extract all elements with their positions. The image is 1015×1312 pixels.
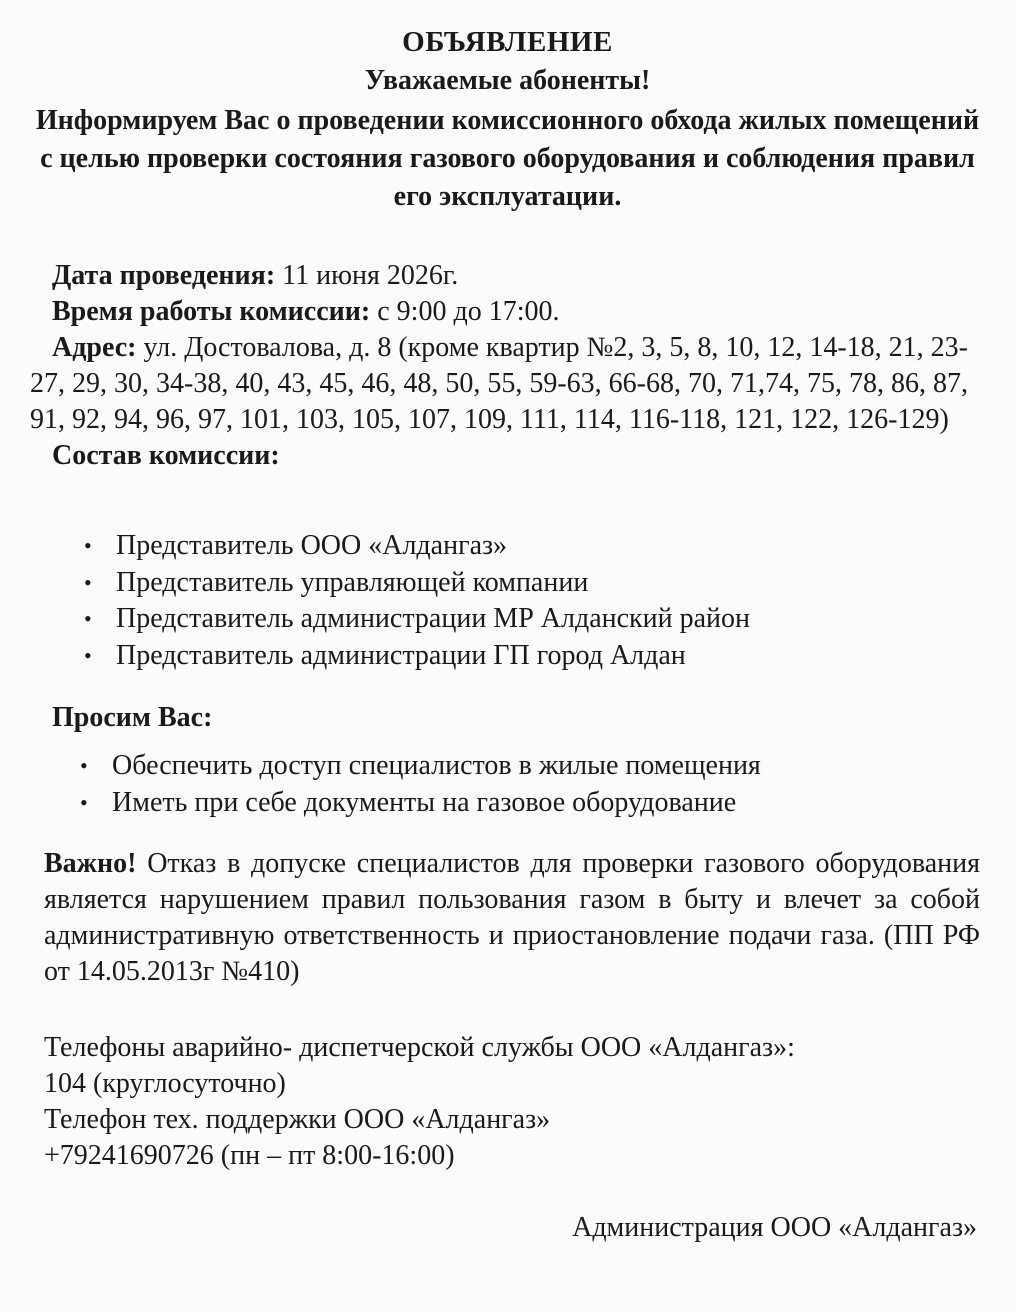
address-label: Адрес: [52, 332, 137, 363]
bullet-icon: • [80, 789, 88, 815]
notice-title: ОБЪЯВЛЕНИЕ [402, 26, 613, 58]
bullet-icon: • [80, 753, 88, 778]
bullet-icon: • [84, 606, 92, 631]
list-item: • Представитель администрации ГП город Алдан [30, 638, 990, 675]
request-heading: Просим Вас: [52, 702, 213, 733]
emergency-line [44, 1066, 795, 1102]
request-list-block [26, 748, 986, 821]
address-value: ул. Достовалова, д. 8 (кроме квартир №2, 3, 5, 8, 10, 12, 14-18, 21, 23-27, 29, 30, 34-38, 40, 43, 45, 46, 48, 50, 55, 59-63, 66-68, 70, 71,74, 75, 78, 86, 87, 91, 92, 94, 96, 97, 101, 103, 105, 107, 109, 111, 114, 116-118, 121, 122, 126-129) [30, 332, 968, 435]
time-value: с 9:00 до 17:00. [377, 296, 560, 327]
support-label: Телефон тех. поддержки ООО «Алдангаз» [44, 1104, 551, 1135]
bullet-icon: • [84, 533, 92, 558]
list-item: • Обеспечить доступ специалистов в жилые помещения [26, 748, 986, 785]
important-paragraph [44, 846, 980, 990]
commission-heading: Состав комиссии: [52, 440, 280, 471]
list-item: • Иметь при себе документы на газовое оборудование [26, 785, 986, 822]
commission-list [30, 528, 990, 674]
signature: Администрация ООО «Алдангаз» [572, 1212, 977, 1243]
list-item: • Представитель администрации МР Алданский район [30, 601, 990, 638]
emergency-note: (круглосуточно) [93, 1068, 286, 1099]
important-label: Важно! [44, 848, 137, 879]
list-item: • Представитель ООО «Алдангаз» [30, 528, 990, 565]
support-number: +79241690726 [44, 1140, 214, 1171]
emergency-number: 104 [44, 1068, 86, 1099]
emergency-label: Телефоны аварийно- диспетчерской службы ООО «Алдангаз»: [44, 1032, 795, 1063]
notice-intro: Информируем Вас о проведении комиссионного обхода жилых помещений с целью проверки состояния газового оборудования и соблюдения правил его эксплуатации. [35, 105, 980, 212]
details-block [30, 258, 990, 474]
commission-list-block [30, 528, 990, 674]
request-block [30, 700, 990, 736]
request-list [26, 748, 986, 821]
time-label: Время работы комиссии: [52, 296, 371, 327]
bullet-icon: • [84, 569, 92, 595]
support-hours: (пн – пт 8:00-16:00) [220, 1140, 455, 1171]
bullet-icon: • [84, 642, 92, 668]
address-line [30, 330, 990, 438]
support-line [44, 1138, 795, 1174]
notice-greeting: Уважаемые абоненты! [364, 65, 651, 96]
date-value: 11 июня 2026г. [282, 260, 459, 291]
important-text: Отказ в допуске специалистов для проверки газового оборудования является нарушением правил пользования газом в быту и влечет за собой административную ответственность и приостановление подачи газа. (ПП РФ от 14.05.2013г №410) [44, 848, 980, 987]
notice-header [0, 22, 1015, 216]
date-label: Дата проведения: [52, 260, 276, 291]
time-line [30, 294, 990, 330]
list-item: • Представитель управляющей компании [30, 565, 990, 602]
contacts-block [44, 1030, 795, 1174]
date-line [30, 258, 990, 294]
